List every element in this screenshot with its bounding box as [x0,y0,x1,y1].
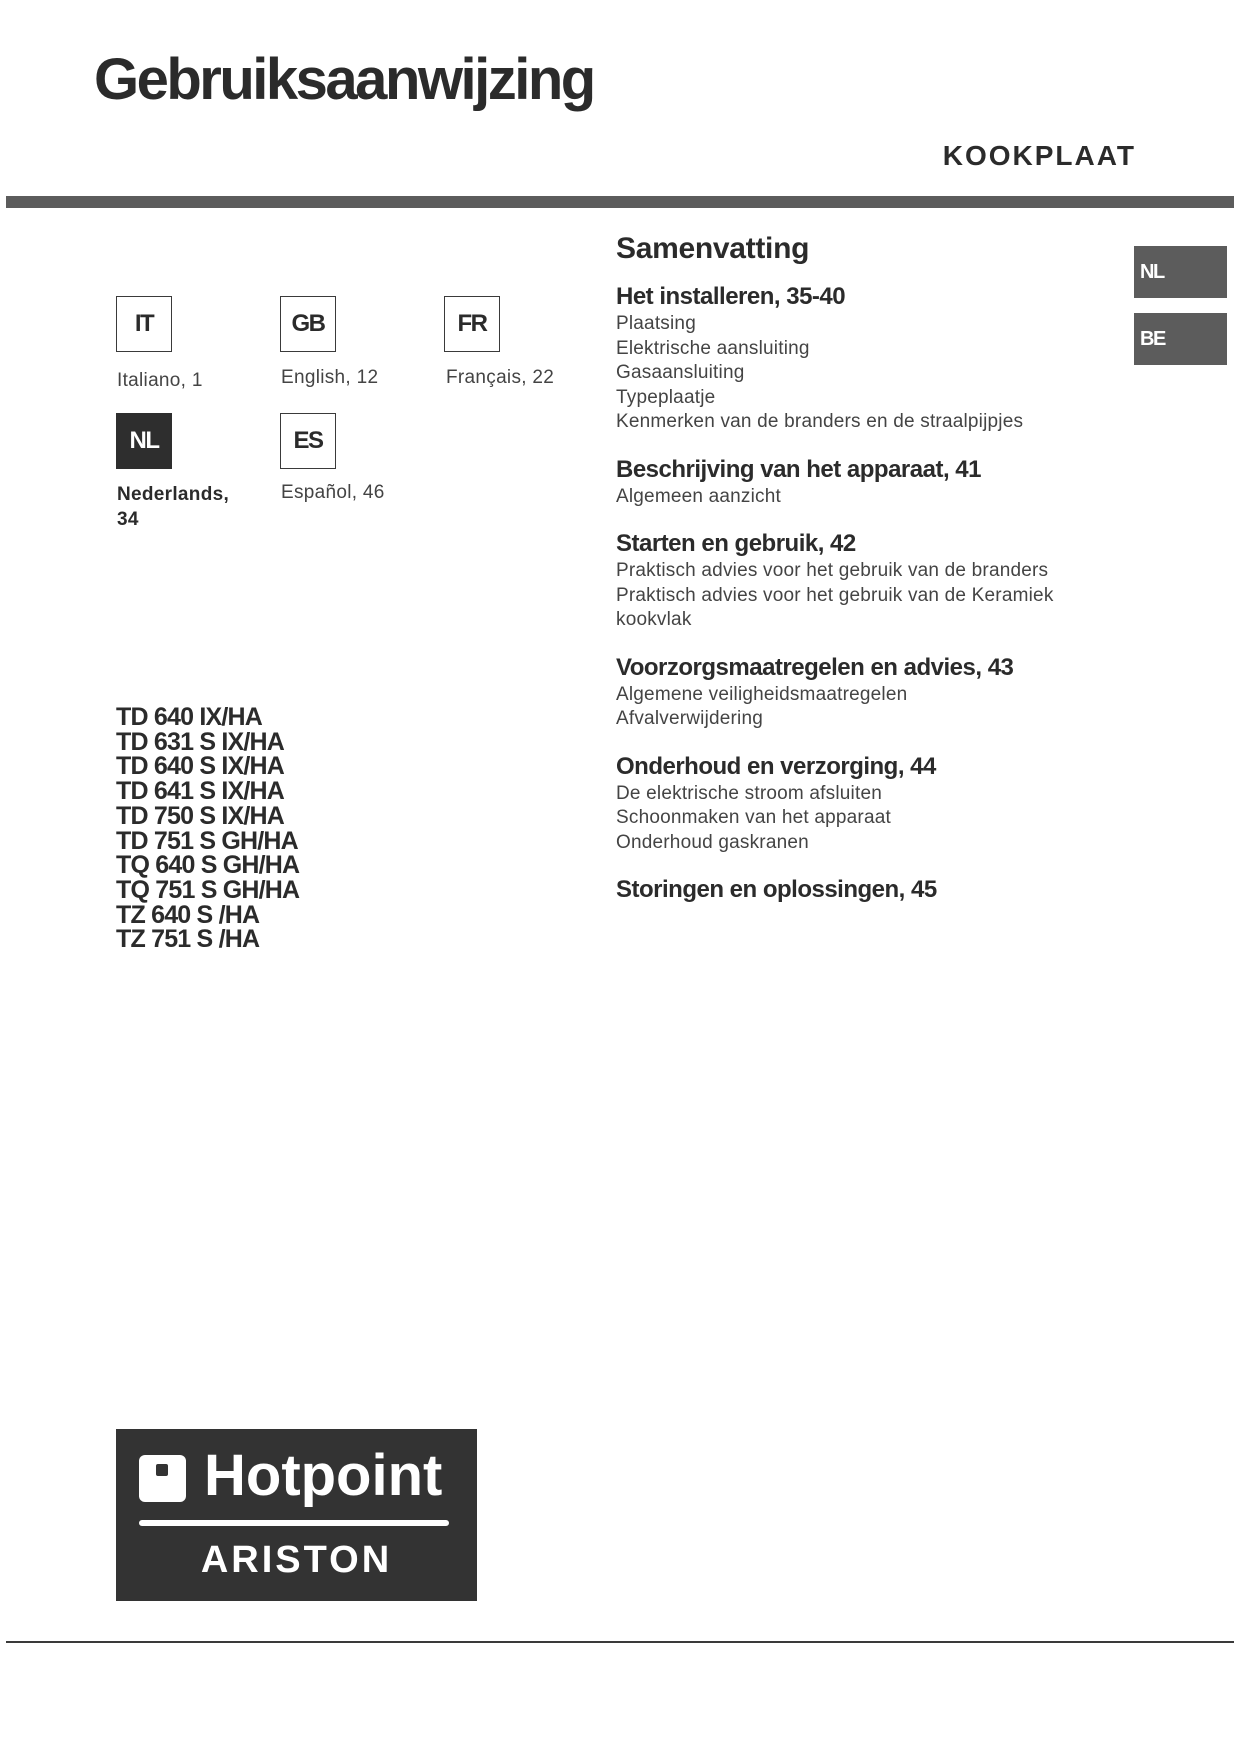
model-item: TD 631 S IX/HA [116,727,285,756]
toc-item[interactable]: Kenmerken van de branders en de straalpijpjes [616,411,1024,432]
side-tab-be[interactable]: BE [1134,313,1227,365]
model-item: TD 640 IX/HA [116,703,263,731]
table-of-contents [616,232,1096,925]
model-list [116,705,299,952]
toc-item[interactable]: Afvalverwijdering [616,708,764,729]
toc-item[interactable]: Plaatsing [616,313,696,334]
toc-section [616,752,1096,856]
footer-divider [6,1641,1234,1643]
model-item: TD 750 S IX/HA [116,801,285,830]
logo-sub-text: ARISTON [200,1539,393,1581]
toc-section-title[interactable]: Voorzorgsmaatregelen en advies, 43 [616,653,1014,681]
toc-section [616,653,1096,732]
toc-item[interactable]: Elektrische aansluiting [616,337,810,359]
toc-heading: Samenvatting [616,232,810,265]
lang-box-it[interactable]: IT [116,296,172,352]
lang-box-fr[interactable]: FR [444,296,500,352]
toc-item[interactable]: Schoonmaken van het apparaat [616,807,891,828]
toc-item[interactable]: Praktisch advies voor het gebruik van de branders [616,560,1049,581]
model-item: TD 640 S IX/HA [116,752,285,781]
lang-label-gb[interactable]: English, 12 [281,367,379,388]
hotpoint-ariston-logo [116,1429,477,1601]
toc-item[interactable]: Typeplaatje [616,386,716,408]
toc-section-title[interactable]: Onderhoud en verzorging, 44 [616,752,936,780]
logo-brand-text: Hotpoint [204,1443,443,1508]
page-title: Gebruiksaanwijzing [94,47,594,112]
toc-section [616,282,1096,435]
toc-section [616,529,1096,633]
lang-box-nl[interactable]: NL [116,413,172,469]
model-item: TZ 751 S /HA [116,925,260,954]
model-item: TZ 640 S /HA [116,900,260,929]
toc-section [616,875,1096,905]
lang-label-fr[interactable]: Français, 22 [446,367,555,388]
header-divider [6,196,1234,208]
lang-label-es[interactable]: Español, 46 [281,482,385,503]
toc-item[interactable]: Algemene veiligheidsmaatregelen [616,683,908,705]
model-item: TD 751 S GH/HA [116,826,298,855]
lang-box-es[interactable]: ES [280,413,336,469]
lang-box-gb[interactable]: GB [280,296,336,352]
toc-item[interactable]: Onderhoud gaskranen [616,831,809,853]
logo-mark-dot [156,1464,168,1476]
toc-item[interactable]: Praktisch advies voor het gebruik van de Keramiek kookvlak [616,584,1054,630]
toc-section-title[interactable]: Storingen en oplossingen, 45 [616,876,937,903]
toc-section-title[interactable]: Starten en gebruik, 42 [616,530,856,557]
logo-divider [139,1520,449,1526]
model-item: TQ 751 S GH/HA [116,875,300,904]
product-type: KOOKPLAAT [942,140,1136,171]
lang-label-nl[interactable]: Nederlands, 34 [117,484,230,530]
lang-label-it[interactable]: Italiano, 1 [117,370,203,391]
toc-item[interactable]: De elektrische stroom afsluiten [616,782,882,804]
toc-item[interactable]: Algemeen aanzicht [616,485,782,507]
model-item: TQ 640 S GH/HA [116,851,300,880]
hotpoint-mark-icon [139,1455,186,1502]
model-item: TD 641 S IX/HA [116,777,285,806]
toc-item[interactable]: Gasaansluiting [616,362,745,383]
toc-section [616,455,1096,510]
side-tab-nl[interactable]: NL [1134,246,1227,298]
toc-section-title[interactable]: Beschrijving van het apparaat, 41 [616,455,981,483]
toc-section-title[interactable]: Het installeren, 35-40 [616,283,846,310]
